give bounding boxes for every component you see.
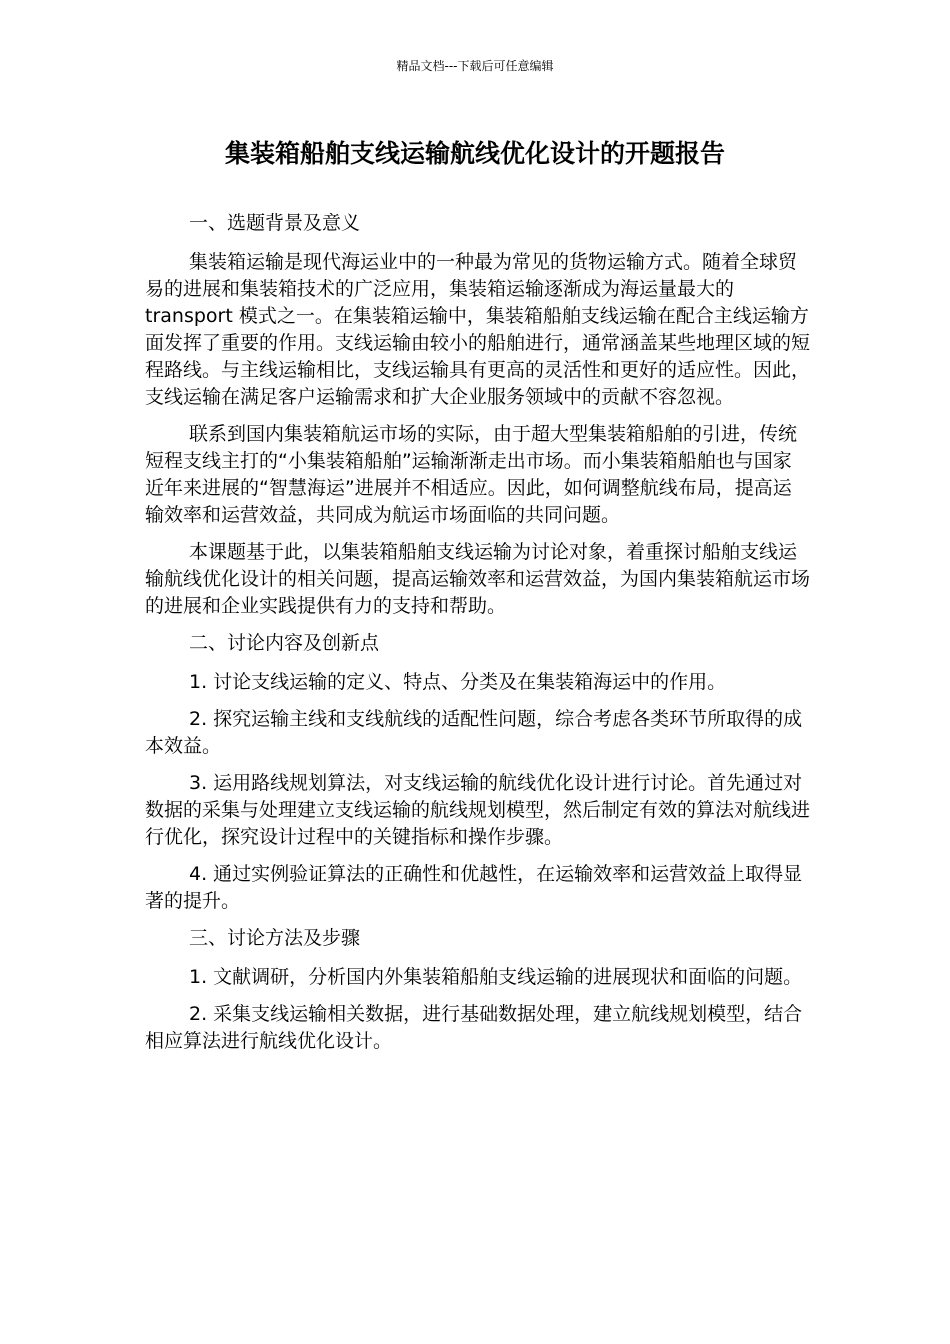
document-body (145, 210, 810, 1065)
document-title: 集装箱船舶支线运输航线优化设计的开题报告 (224, 139, 725, 168)
list-item-content-2: 2. 探究运输主线和支线航线的适配性问题，综合考虑各类环节所取得的成本效益。 (145, 708, 803, 757)
section-heading-background: 一、选题背景及意义 (189, 212, 361, 234)
list-item-content-3: 3. 运用路线规划算法，对支线运输的航线优化设计进行讨论。首先通过对数据的采集与处理建立支线运输的航线规划模型，然后制定有效的算法对航线进行优化，探究设计过程中的关键指标和操作步骤。 (145, 772, 811, 848)
paragraph-background-3: 本课题基于此，以集装箱船舶支线运输为讨论对象，着重探讨船舶支线运输航线优化设计的相关问题，提高运输效率和运营效益，为国内集装箱航运市场的进展和企业实践提供有力的支持和帮助。 (145, 541, 811, 617)
list-item-content-4: 4. 通过实例验证算法的正确性和优越性，在运输效率和运营效益上取得显著的提升。 (145, 863, 803, 912)
list-item-content-1: 1. 讨论支线运输的定义、特点、分类及在集装箱海运中的作用。 (189, 671, 727, 693)
list-item-methods-1: 1. 文献调研，分析国内外集装箱船舶支线运输的进展现状和面临的问题。 (189, 966, 803, 988)
paragraph-background-1: 集装箱运输是现代海运业中的一种最为常见的货物运输方式。随着全球贸易的进展和集装箱技术的广泛应用，集装箱运输逐渐成为海运量最大的 transport 模式之一。在集装箱运输中，集装箱船舶支线运输在配合主线运输方面发挥了重要的作用。支线运输由较小的船舶进行，通常涵盖某些地理区域的短程路线。与主线运输相比，支线运输具有更高的灵活性和更好的适应性。因此，支线运输在满足客户运输需求和扩大企业服务领域中的贡献不容忽视。 (145, 251, 811, 408)
section-heading-methods: 三、讨论方法及步骤 (189, 927, 361, 949)
list-item-methods-2: 2. 采集支线运输相关数据，进行基础数据处理，建立航线规划模型，结合相应算法进行航线优化设计。 (145, 1003, 803, 1052)
page-header-note: 精品文档---下载后可任意编辑 (396, 59, 554, 73)
paragraph-background-2: 联系到国内集装箱航运市场的实际，由于超大型集装箱船舶的引进，传统短程支线主打的“小集装箱船舶”运输渐渐走出市场。而小集装箱船舶也与国家近年来进展的“智慧海运”进展并不相适应。因此，如何调整航线布局，提高运输效率和运营效益，共同成为航运市场面临的共同问题。 (145, 423, 798, 526)
section-heading-content: 二、讨论内容及创新点 (189, 632, 380, 654)
